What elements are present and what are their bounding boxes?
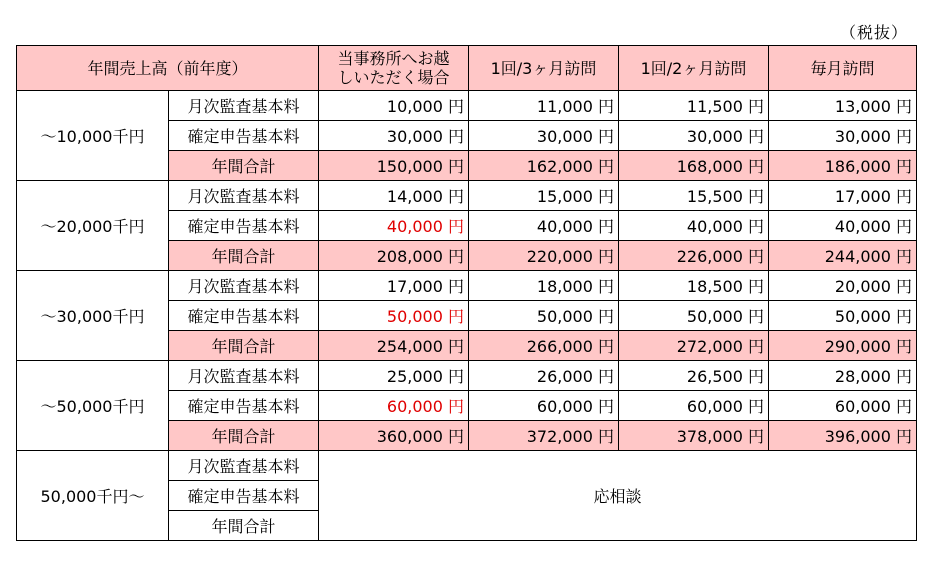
sales-range-cell: ～50,000千円 xyxy=(17,361,169,451)
fee-value: 26,000 円 xyxy=(469,361,619,391)
fee-value: 17,000 円 xyxy=(319,271,469,301)
fee-value: 26,500 円 xyxy=(619,361,769,391)
fee-item-label: 年間合計 xyxy=(169,511,319,541)
fee-item-label: 月次監査基本料 xyxy=(169,91,319,121)
fee-item-label: 年間合計 xyxy=(169,241,319,271)
fee-item-label: 月次監査基本料 xyxy=(169,451,319,481)
fee-value: 60,000 円 xyxy=(769,391,917,421)
fee-value: 14,000 円 xyxy=(319,181,469,211)
fee-item-label: 月次監査基本料 xyxy=(169,271,319,301)
total-value: 168,000 円 xyxy=(619,151,769,181)
fee-value: 30,000 円 xyxy=(469,121,619,151)
table-row xyxy=(17,91,917,121)
fee-value: 60,000 円 xyxy=(619,391,769,421)
fee-value: 40,000 円 xyxy=(469,211,619,241)
fee-item-label: 月次監査基本料 xyxy=(169,361,319,391)
fee-value: 10,000 円 xyxy=(319,91,469,121)
fee-value: 15,000 円 xyxy=(469,181,619,211)
fee-table xyxy=(16,45,917,541)
sales-range-cell: ～30,000千円 xyxy=(17,271,169,361)
fee-value: 13,000 円 xyxy=(769,91,917,121)
fee-value: 60,000 円 xyxy=(469,391,619,421)
fee-value: 25,000 円 xyxy=(319,361,469,391)
total-value: 396,000 円 xyxy=(769,421,917,451)
fee-item-label: 確定申告基本料 xyxy=(169,301,319,331)
tax-excluded-note: （税抜） xyxy=(839,23,908,42)
total-value: 290,000 円 xyxy=(769,331,917,361)
fee-value: 18,500 円 xyxy=(619,271,769,301)
fee-value: 30,000 円 xyxy=(319,121,469,151)
fee-value: 40,000 円 xyxy=(619,211,769,241)
total-value: 372,000 円 xyxy=(469,421,619,451)
total-value: 226,000 円 xyxy=(619,241,769,271)
fee-value: 11,500 円 xyxy=(619,91,769,121)
header-monthly-visit: 毎月訪問 xyxy=(769,46,917,91)
header-row xyxy=(17,46,917,91)
fee-value: 15,500 円 xyxy=(619,181,769,211)
fee-item-label: 確定申告基本料 xyxy=(169,121,319,151)
fee-item-label: 月次監査基本料 xyxy=(169,181,319,211)
total-value: 244,000 円 xyxy=(769,241,917,271)
fee-item-label: 確定申告基本料 xyxy=(169,481,319,511)
fee-item-label: 年間合計 xyxy=(169,421,319,451)
total-value: 186,000 円 xyxy=(769,151,917,181)
total-value: 162,000 円 xyxy=(469,151,619,181)
fee-value-highlighted: 60,000 円 xyxy=(319,391,469,421)
fee-value-highlighted: 40,000 円 xyxy=(319,211,469,241)
total-value: 360,000 円 xyxy=(319,421,469,451)
total-value: 266,000 円 xyxy=(469,331,619,361)
header-office-visit-line1: 当事務所へお越 xyxy=(337,49,450,68)
header-annual-sales: 年間売上高（前年度） xyxy=(17,46,319,91)
total-value: 254,000 円 xyxy=(319,331,469,361)
total-value: 378,000 円 xyxy=(619,421,769,451)
sales-range-cell: ～20,000千円 xyxy=(17,181,169,271)
fee-value: 30,000 円 xyxy=(769,121,917,151)
sales-range-cell: ～10,000千円 xyxy=(17,91,169,181)
fee-value: 17,000 円 xyxy=(769,181,917,211)
fee-value-highlighted: 50,000 円 xyxy=(319,301,469,331)
table-row xyxy=(17,271,917,301)
fee-item-label: 確定申告基本料 xyxy=(169,211,319,241)
header-office-visit-line2: しいただく場合 xyxy=(337,68,450,87)
fee-value: 50,000 円 xyxy=(619,301,769,331)
fee-value: 50,000 円 xyxy=(769,301,917,331)
total-value: 272,000 円 xyxy=(619,331,769,361)
fee-value: 28,000 円 xyxy=(769,361,917,391)
total-value: 150,000 円 xyxy=(319,151,469,181)
total-value: 220,000 円 xyxy=(469,241,619,271)
fee-value: 50,000 円 xyxy=(469,301,619,331)
fee-value: 20,000 円 xyxy=(769,271,917,301)
consultation-cell: 応相談 xyxy=(319,451,917,541)
table-row xyxy=(17,451,917,481)
fee-value: 18,000 円 xyxy=(469,271,619,301)
fee-item-label: 確定申告基本料 xyxy=(169,391,319,421)
total-value: 208,000 円 xyxy=(319,241,469,271)
header-office-visit xyxy=(319,46,469,91)
header-bimonthly-visit: 1回/2ヶ月訪問 xyxy=(619,46,769,91)
header-quarterly-visit: 1回/3ヶ月訪問 xyxy=(469,46,619,91)
fee-value: 11,000 円 xyxy=(469,91,619,121)
fee-item-label: 年間合計 xyxy=(169,331,319,361)
table-row xyxy=(17,181,917,211)
fee-value: 40,000 円 xyxy=(769,211,917,241)
fee-item-label: 年間合計 xyxy=(169,151,319,181)
fee-value: 30,000 円 xyxy=(619,121,769,151)
table-row xyxy=(17,361,917,391)
sales-range-cell: 50,000千円～ xyxy=(17,451,169,541)
